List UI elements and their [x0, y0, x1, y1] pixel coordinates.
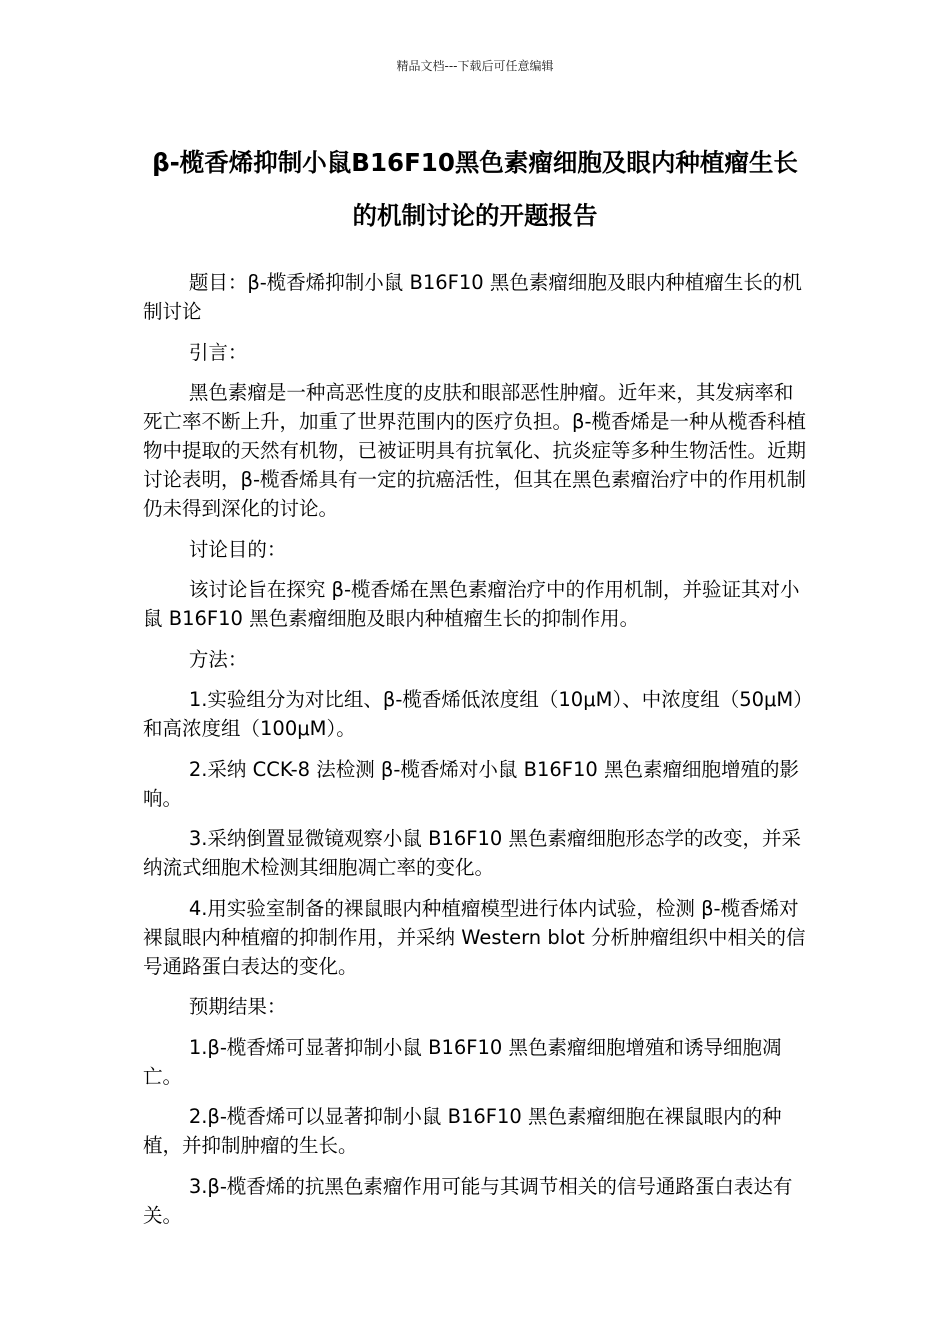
method-item-3: 3.采纳倒置显微镜观察小鼠 B16F10 黑色素瘤细胞形态学的改变，并采纳流式细胞术检测其细胞凋亡率的变化。: [143, 827, 802, 879]
document-body: [143, 268, 807, 1241]
paragraph-topic: 题目：β-榄香烯抑制小鼠 B16F10 黑色素瘤细胞及眼内种植瘤生长的机制讨论: [143, 271, 802, 323]
paragraph-purpose: 该讨论旨在探究 β-榄香烯在黑色素瘤治疗中的作用机制，并验证其对小鼠 B16F10 黑色素瘤细胞及眼内种植瘤生长的抑制作用。: [143, 578, 800, 630]
result-item-1: 1.β-榄香烯可显著抑制小鼠 B16F10 黑色素瘤细胞增殖和诱导细胞凋亡。: [143, 1035, 782, 1088]
result-item-2: 2.β-榄香烯可以显著抑制小鼠 B16F10 黑色素瘤细胞在裸鼠眼内的种植，并抑制肿瘤的生长。: [143, 1105, 782, 1157]
heading-methods: 方法：: [188, 647, 248, 671]
heading-introduction: 引言：: [188, 340, 248, 364]
method-item-2: 2.采纳 CCK-8 法检测 β-榄香烯对小鼠 B16F10 黑色素瘤细胞增殖的影响。: [143, 757, 800, 810]
method-item-4: 4.用实验室制备的裸鼠眼内种植瘤模型进行体内试验，检测 β-榄香烯对裸鼠眼内种植瘤的抑制作用，并采纳 Western blot 分析肿瘤组织中相关的信号通路蛋白表达的变化。: [143, 896, 806, 978]
header-note: 精品文档---下载后可任意编辑: [396, 59, 554, 73]
heading-expected-results: 预期结果：: [188, 995, 287, 1018]
document-title: β-榄香烯抑制小鼠B16F10黑色素瘤细胞及眼内种植瘤生长的机制讨论的开题报告: [152, 148, 798, 230]
paragraph-introduction: 黑色素瘤是一种高恶性度的皮肤和眼部恶性肿瘤。近年来，其发病率和死亡率不断上升，加重了世界范围内的医疗负担。β-榄香烯是一种从榄香科植物中提取的天然有机物，已被证明具有抗氧化、抗炎症等多种生物活性。近期讨论表明，β-榄香烯具有一定的抗癌活性，但其在黑色素瘤治疗中的作用机制仍未得到深化的讨论。: [143, 381, 807, 520]
result-item-3: 3.β-榄香烯的抗黑色素瘤作用可能与其调节相关的信号通路蛋白表达有关。: [143, 1174, 793, 1227]
method-item-1: 1.实验组分为对比组、β-榄香烯低浓度组（10μM）、中浓度组（50μM）和高浓度组（100μM）。: [143, 688, 803, 740]
heading-purpose: 讨论目的：: [188, 537, 287, 561]
